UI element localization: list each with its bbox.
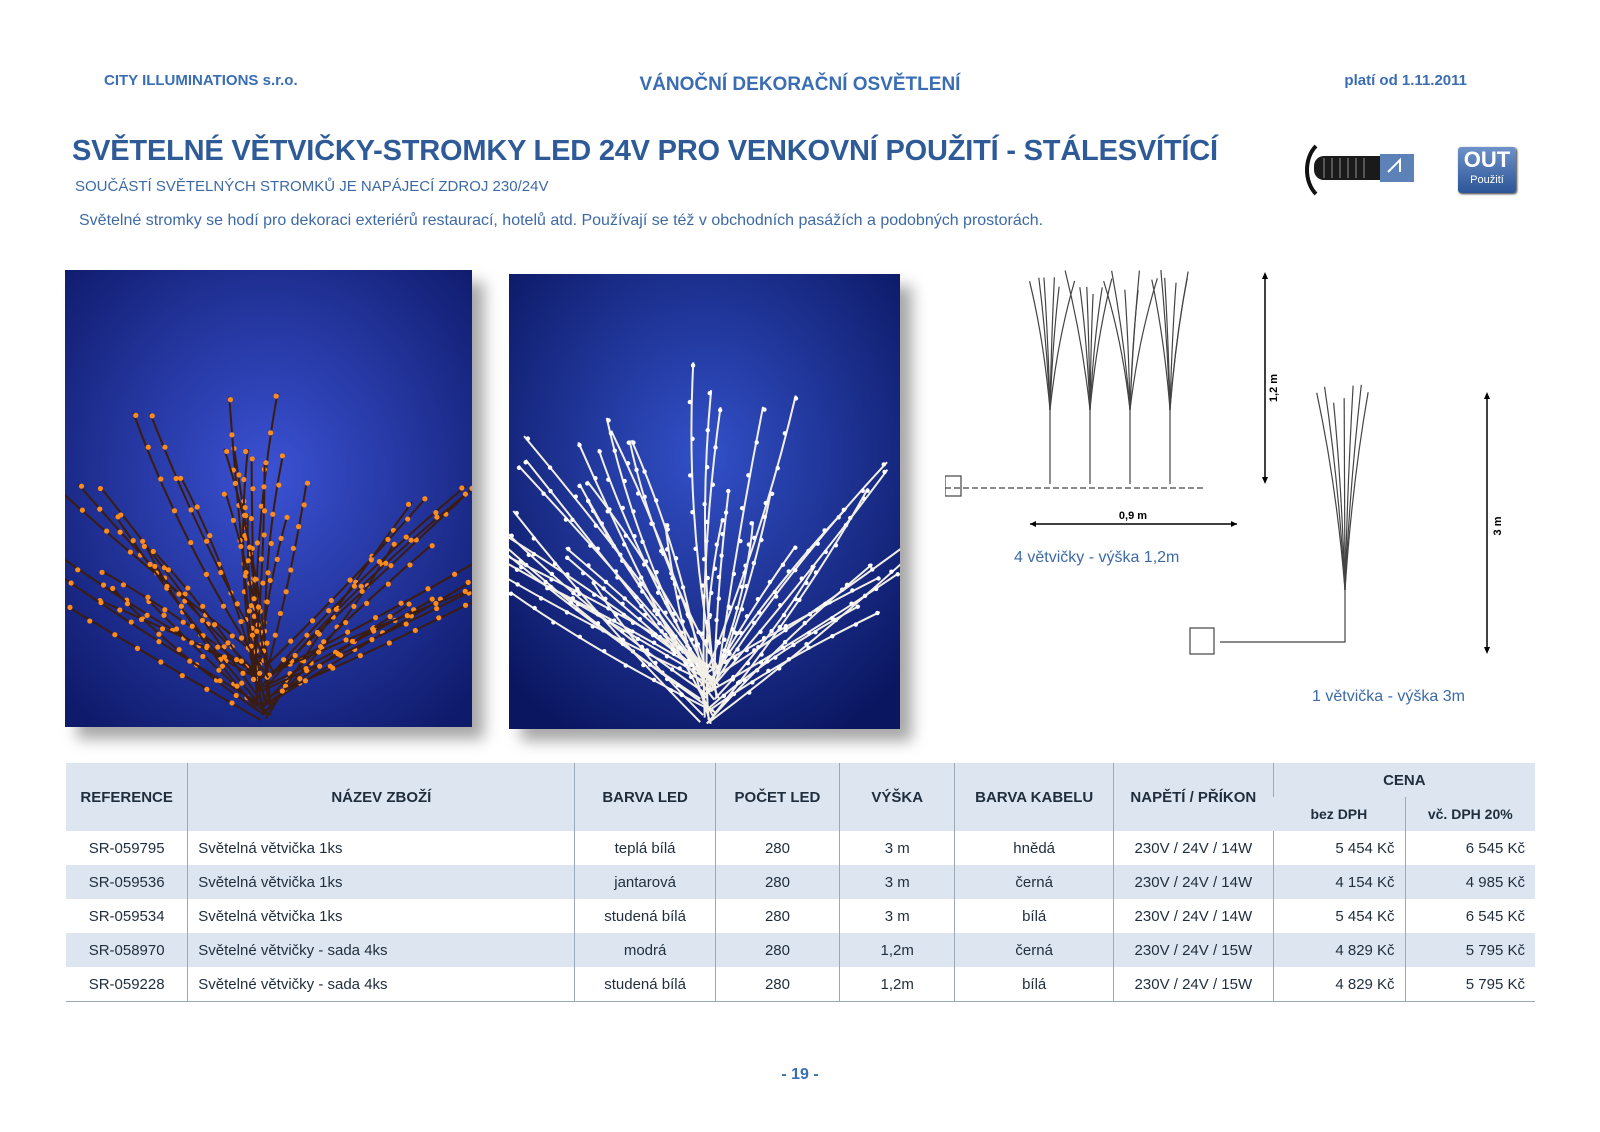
cell-led-color: jantarová xyxy=(575,865,715,899)
cell-price-inc: 5 795 Kč xyxy=(1405,967,1535,1002)
col-cable-color: BARVA KABELU xyxy=(955,763,1114,831)
cell-count: 280 xyxy=(715,831,839,865)
page-title: SVĚTELNÉ VĚTVIČKY-STROMKY LED 24V PRO VENKOVNÍ POUŽITÍ - STÁLESVÍTÍCÍ xyxy=(72,135,1218,167)
cell-voltage: 230V / 24V / 15W xyxy=(1114,967,1274,1002)
photo-amber-tree xyxy=(65,270,472,727)
cell-ref: SR-059536 xyxy=(66,865,188,899)
cell-voltage: 230V / 24V / 14W xyxy=(1114,865,1274,899)
table-row xyxy=(66,933,1535,967)
cell-price-inc: 6 545 Kč xyxy=(1405,899,1535,933)
cell-led-color: teplá bílá xyxy=(575,831,715,865)
col-price-ex: bez DPH xyxy=(1273,797,1405,831)
cell-price-ex: 4 829 Kč xyxy=(1273,967,1405,1002)
cell-price-ex: 5 454 Kč xyxy=(1273,899,1405,933)
cell-name: Světelná větvička 1ks xyxy=(188,899,575,933)
table-row xyxy=(66,967,1535,1002)
cell-price-ex: 4 154 Kč xyxy=(1273,865,1405,899)
cell-cable: černá xyxy=(955,865,1114,899)
cell-count: 280 xyxy=(715,899,839,933)
cell-name: Světelná větvička 1ks xyxy=(188,831,575,865)
cell-ref: SR-059534 xyxy=(88,907,165,925)
cell-count: 280 xyxy=(715,865,839,899)
table-row xyxy=(66,865,1535,899)
cell-ref: SR-059795 xyxy=(88,839,165,857)
cell-price-inc: 4 985 Kč xyxy=(1405,865,1535,899)
cell-cable: bílá xyxy=(955,967,1114,1002)
col-led-color: BARVA LED xyxy=(575,763,715,831)
col-name: NÁZEV ZBOŽÍ xyxy=(188,763,575,831)
page-number: - 19 - xyxy=(781,1066,819,1083)
badge-sub: Použití xyxy=(1470,174,1504,186)
page-description: Světelné stromky se hodí pro dekoraci exteriérů restaurací, hotelů atd. Používají se též v obchodních pasážích a podobných prostorách. xyxy=(79,212,1044,229)
cell-led-color: studená bílá xyxy=(575,967,715,1002)
cell-price-inc: 5 795 Kč xyxy=(1405,933,1535,967)
col-voltage: NAPĚTÍ / PŘÍKON xyxy=(1114,763,1274,831)
col-price: CENA xyxy=(1273,763,1535,797)
badge-main: OUT xyxy=(1463,147,1511,172)
caption-set-of-4: 4 větvičky - výška 1,2m xyxy=(1014,549,1180,566)
col-led-count: POČET LED xyxy=(715,763,839,831)
col-height: VÝŠKA xyxy=(840,763,955,831)
cell-voltage: 230V / 24V / 14W xyxy=(1114,899,1274,933)
cell-price-ex: 5 454 Kč xyxy=(1273,831,1405,865)
cell-count: 280 xyxy=(715,933,839,967)
cell-price-inc: 6 545 Kč xyxy=(1405,831,1535,865)
cell-height: 1,2m xyxy=(840,967,955,1002)
cell-voltage: 230V / 24V / 15W xyxy=(1114,933,1274,967)
cable-icon xyxy=(1302,138,1422,200)
cell-led-color: modrá xyxy=(575,933,715,967)
cell-ref: SR-059228 xyxy=(66,967,188,1002)
dim-height-single: 3 m xyxy=(1492,516,1504,536)
cell-height: 3 m xyxy=(840,865,955,899)
cell-ref: SR-058970 xyxy=(66,933,188,967)
outdoor-use-badge xyxy=(1458,147,1516,193)
cell-count: 280 xyxy=(715,967,839,1002)
col-reference: REFERENCE xyxy=(66,763,188,831)
table-row xyxy=(66,831,1535,865)
cell-cable: černá xyxy=(955,933,1114,967)
cell-name: Světelné větvičky - sada 4ks xyxy=(188,967,575,1002)
catalog-title: VÁNOČNÍ DEKORAČNÍ OSVĚTLENÍ xyxy=(639,74,961,95)
product-table xyxy=(66,763,1535,1002)
page-subtitle: SOUČÁSTÍ SVĚTELNÝCH STROMKŮ JE NAPÁJECÍ ZDROJ 230/24V xyxy=(75,178,549,195)
company-name: CITY ILLUMINATIONS s.r.o. xyxy=(104,72,298,89)
dim-width-set: 0,9 m xyxy=(1118,510,1148,522)
cell-height: 1,2m xyxy=(840,933,955,967)
diagram-single xyxy=(1170,380,1460,680)
cell-name: Světelná větvička 1ks xyxy=(188,865,575,899)
cell-led-color: studená bílá xyxy=(575,899,715,933)
cell-cable: hnědá xyxy=(955,831,1114,865)
cell-price-ex: 4 829 Kč xyxy=(1273,933,1405,967)
valid-from: platí od 1.11.2011 xyxy=(1344,72,1467,89)
cell-height: 3 m xyxy=(840,899,955,933)
photo-white-tree xyxy=(509,274,900,729)
cell-height: 3 m xyxy=(840,831,955,865)
table-row xyxy=(66,899,1535,933)
cell-voltage: 230V / 24V / 14W xyxy=(1114,831,1274,865)
col-price-inc: vč. DPH 20% xyxy=(1405,797,1535,831)
caption-single: 1 větvička - výška 3m xyxy=(1312,688,1465,705)
cell-cable: bílá xyxy=(955,899,1114,933)
cell-name: Světelné větvičky - sada 4ks xyxy=(188,933,575,967)
dim-height-set: 1,2 m xyxy=(1268,373,1280,403)
dim-height-single-arrow xyxy=(1475,390,1505,660)
